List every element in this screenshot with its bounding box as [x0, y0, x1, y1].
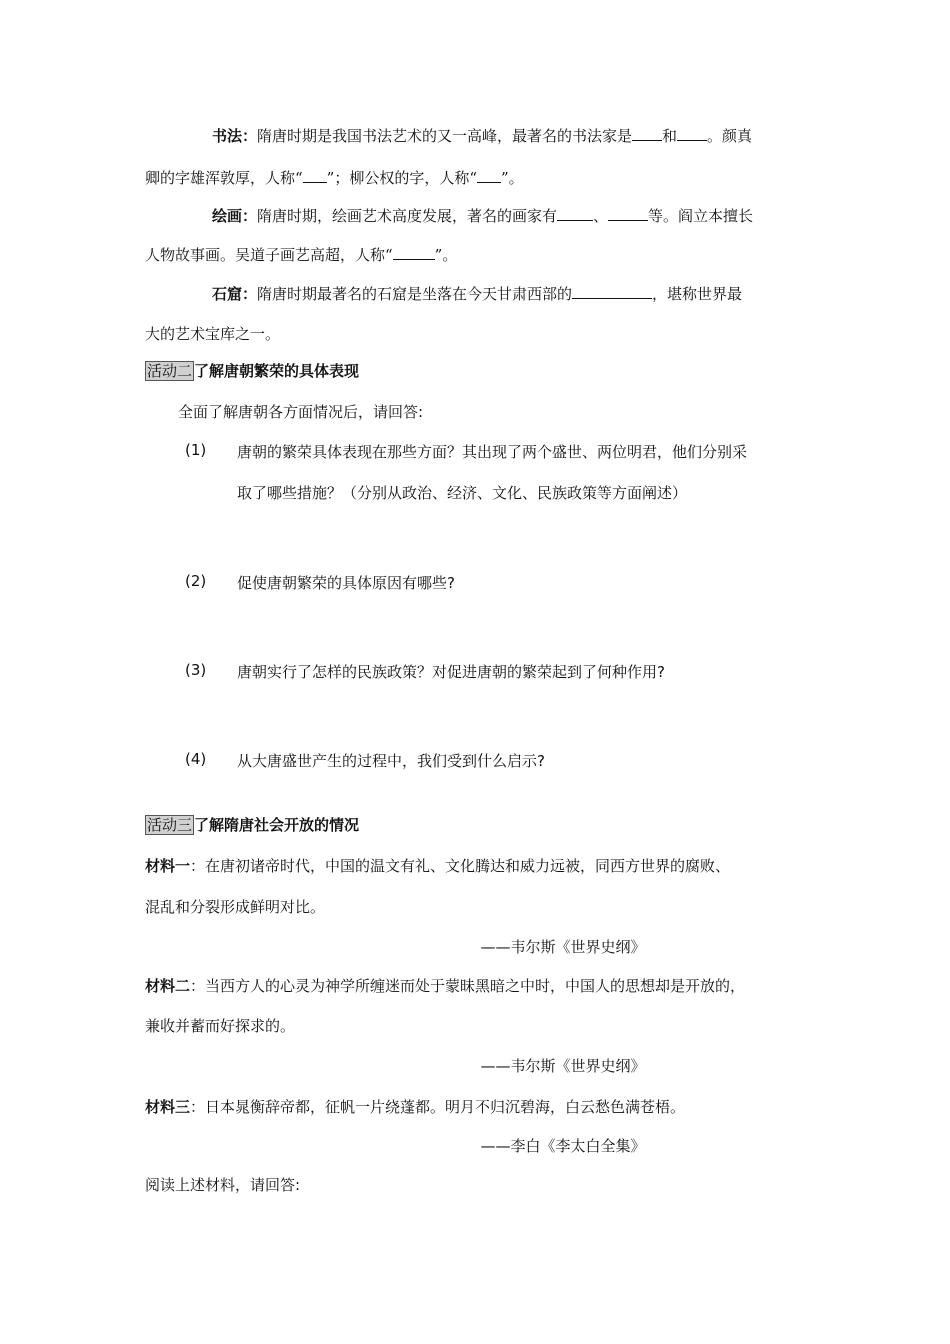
calligraphy-line-2 [145, 167, 805, 189]
question-text: 促使唐朝繁荣的具体原因有哪些? [237, 574, 455, 592]
activity3-outro: 阅读上述材料，请回答: [145, 1176, 301, 1194]
painting-line-2 [145, 244, 805, 266]
painting-line-1 [212, 205, 805, 227]
material-1-line-2: 混乱和分裂形成鲜明对比。 [145, 898, 326, 916]
question-text: 取了哪些措施？（分别从政治、经济、文化、民族政策等方面阐述） [237, 484, 688, 502]
activity3-title: 了解隋唐社会开放的情况 [194, 816, 360, 834]
material-2-line-2: 兼收并蓄而好探求的。 [145, 1017, 296, 1035]
question-text: 唐朝的繁荣具体表现在那些方面？其出现了两个盛世、两位明君，他们分别采 [237, 443, 748, 461]
grottoes-line-2: 大的艺术宝库之一。 [145, 325, 281, 343]
blank [608, 206, 648, 221]
blank [632, 126, 662, 141]
grottoes-label: 石窟： [212, 285, 258, 303]
question-number: (1) [185, 441, 207, 459]
material-label: 材料一 [145, 857, 191, 875]
blank [677, 126, 707, 141]
activity2-title: 了解唐朝繁荣的具体表现 [194, 362, 360, 380]
calligraphy-line-1 [212, 125, 805, 147]
text: 隋唐时期是我国书法艺术的又一高峰，最著名的书法家是 [257, 127, 633, 145]
text: ”。 [434, 246, 458, 264]
activity2-intro: 全面了解唐朝各方面情况后，请回答: [178, 403, 424, 421]
blank [557, 206, 593, 221]
text: 隋唐时期，绘画艺术高度发展，著名的画家有 [257, 207, 558, 225]
text: ”。 [501, 169, 524, 187]
text: 和 [662, 127, 678, 145]
activity2-heading [145, 360, 805, 382]
blank [393, 245, 435, 260]
question-number: (2) [185, 572, 207, 590]
material-3-line-1 [145, 1096, 805, 1118]
question-number: (4) [185, 750, 207, 768]
calligraphy-label: 书法： [212, 127, 258, 145]
activity3-tag: 活动三 [147, 816, 193, 834]
material-text: ：日本晁衡辞帝都，征帆一片绕蓬都。明月不归沉碧海，白云愁色满苍梧。 [190, 1098, 686, 1116]
painting-label: 绘画： [212, 207, 258, 225]
material-1-source: ——韦尔斯《世界史纲》 [480, 938, 646, 956]
question-text: 唐朝实行了怎样的民族政策？对促进唐朝的繁荣起到了何种作用? [237, 663, 665, 681]
material-label: 材料二 [145, 977, 191, 995]
material-text: ：当西方人的心灵为神学所缠迷而处于蒙昧黑暗之中时，中国人的思想却是开放的， [190, 977, 746, 995]
grottoes-line-1 [212, 283, 805, 305]
activity3-heading [145, 814, 805, 836]
material-2-source: ——韦尔斯《世界史纲》 [480, 1057, 646, 1075]
blank [477, 168, 501, 183]
material-2-line-1 [145, 975, 805, 997]
text: 、 [593, 207, 609, 225]
material-label: 材料三 [145, 1098, 191, 1116]
text: 。颜真 [707, 127, 753, 145]
activity2-tag: 活动二 [147, 362, 193, 380]
material-3-source: ——李白《李太白全集》 [480, 1137, 646, 1155]
material-text: ：在唐初诸帝时代，中国的温文有礼、文化腾达和威力远被，同西方世界的腐败、 [190, 857, 731, 875]
blank [303, 168, 327, 183]
text: 人物故事画。吴道子画艺高超，人称“ [145, 246, 393, 264]
text: ”；柳公权的字，人称“ [326, 169, 478, 187]
question-number: (3) [185, 661, 207, 679]
text: 卿的字雄浑敦厚，人称“ [145, 169, 303, 187]
question-text: 从大唐盛世产生的过程中，我们受到什么启示? [237, 752, 545, 770]
text: 等。阎立本擅长 [648, 207, 754, 225]
blank [572, 284, 652, 299]
material-1-line-1 [145, 855, 805, 877]
text: 隋唐时期最著名的石窟是坐落在今天甘肃西部的 [257, 285, 573, 303]
text: ，堪称世界最 [652, 285, 743, 303]
